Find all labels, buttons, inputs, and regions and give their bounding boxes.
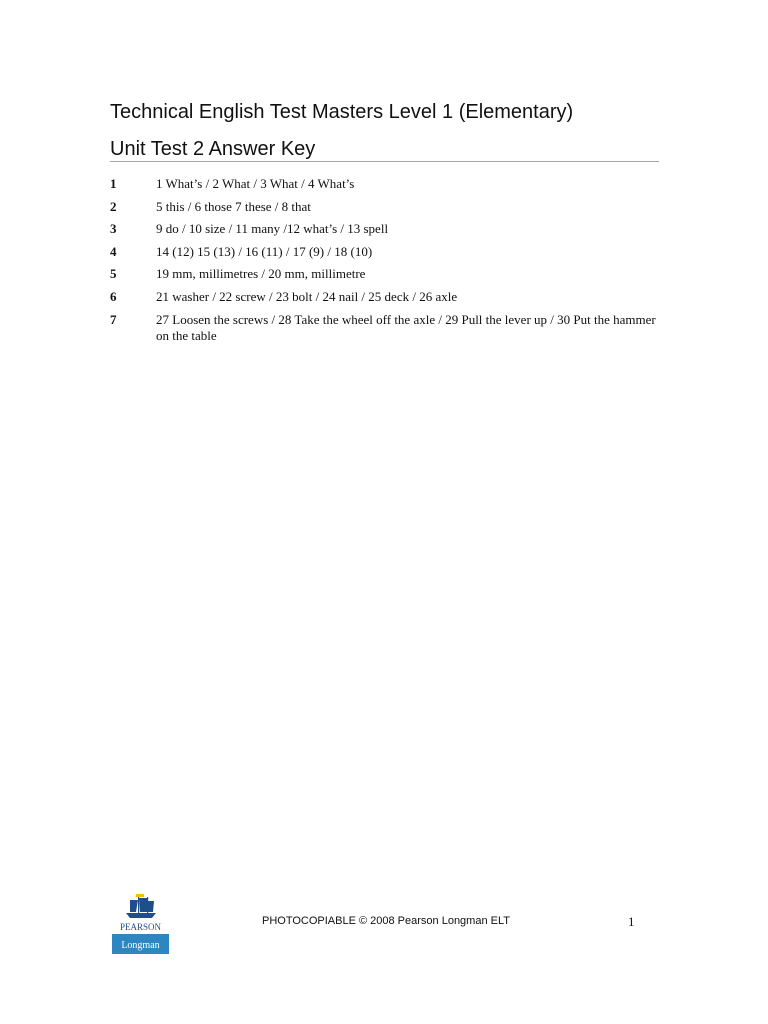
- copyright-text: PHOTOCOPIABLE © 2008 Pearson Longman ELT: [262, 915, 510, 927]
- answer-row: [110, 266, 659, 282]
- answer-list: [110, 176, 659, 350]
- answer-number: 5: [110, 266, 117, 282]
- logo-top-text: PEARSON: [119, 922, 162, 932]
- answer-number: 7: [110, 311, 117, 327]
- page-number: 1: [628, 914, 635, 929]
- answer-row: [110, 312, 659, 344]
- answer-text: 5 this / 6 those 7 these / 8 that: [156, 198, 311, 214]
- answer-row: [110, 244, 659, 260]
- answer-number: 1: [110, 176, 117, 191]
- answer-number: 2: [110, 198, 117, 214]
- answer-row: [110, 176, 659, 192]
- answer-text: 14 (12) 15 (13) / 16 (11) / 17 (9) / 18 (10): [156, 243, 373, 259]
- answer-text: 9 do / 10 size / 11 many /12 what’s / 13 spell: [156, 221, 389, 237]
- pearson-longman-logo: [112, 892, 169, 954]
- document-title: Technical English Test Masters Level 1 (Elementary): [110, 101, 574, 123]
- page-footer: [0, 912, 768, 962]
- answer-text: 19 mm, millimetres / 20 mm, millimetre: [156, 266, 366, 282]
- answer-number: 4: [110, 243, 117, 259]
- answer-text: 21 washer / 22 screw / 23 bolt / 24 nail / 25 deck / 26 axle: [156, 288, 458, 304]
- answer-row: [110, 289, 659, 305]
- answer-row: [110, 221, 659, 237]
- answer-number: 3: [110, 221, 117, 237]
- logo-bottom-text: Longman: [121, 940, 160, 951]
- ship-icon: [126, 894, 156, 918]
- answer-row: [110, 199, 659, 215]
- answer-text: 27 Loosen the screws / 28 Take the wheel off the axle / 29 Pull the lever up / 30 Put the hammer on the table: [156, 311, 656, 343]
- answer-text: 1 What’s / 2 What / 3 What / 4 What’s: [156, 176, 355, 191]
- document-subtitle: Unit Test 2 Answer Key: [110, 138, 316, 160]
- answer-number: 6: [110, 288, 117, 304]
- title-divider: [110, 161, 659, 162]
